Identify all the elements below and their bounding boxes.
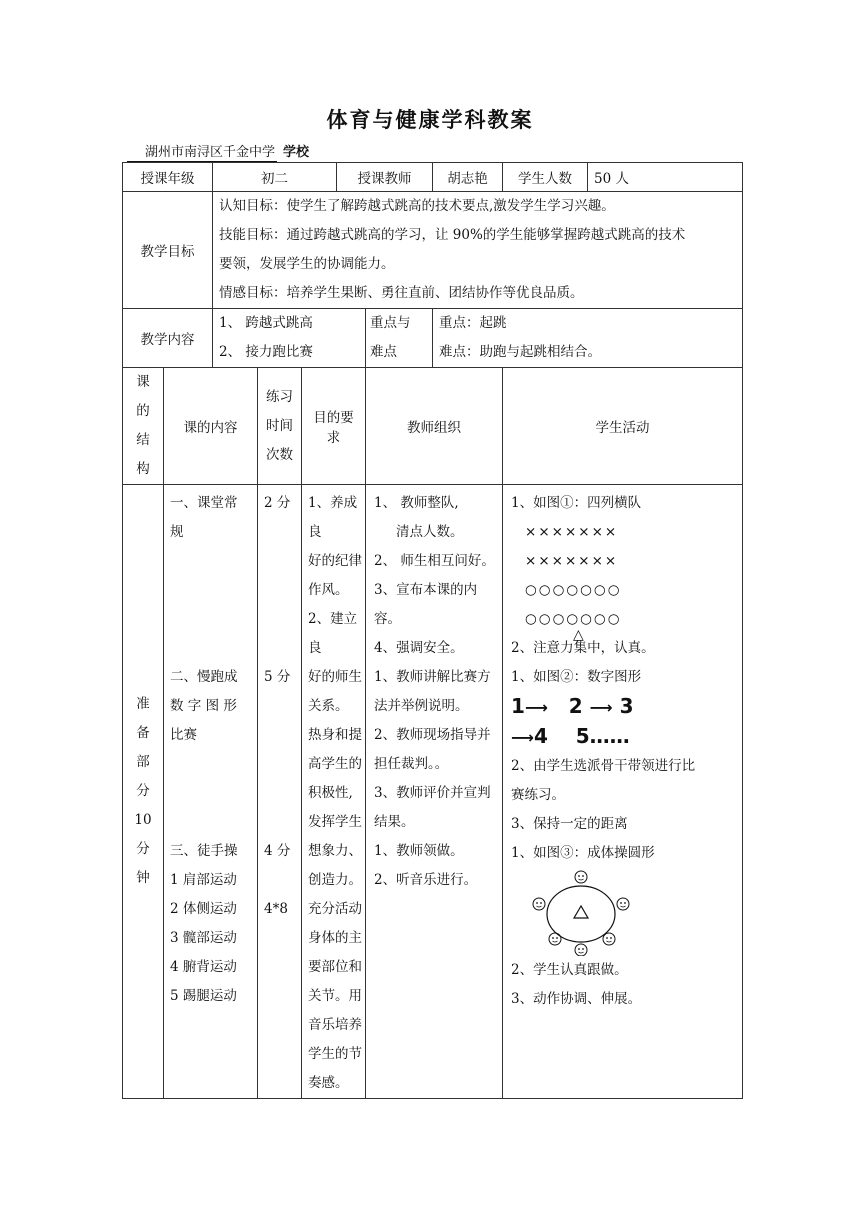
- purpose-line: 好的师生: [308, 669, 362, 685]
- line: 次数: [266, 446, 293, 463]
- objectives-body: [213, 192, 743, 309]
- char: 课: [136, 374, 150, 390]
- smiley-icon: [575, 871, 587, 883]
- teacher-line: 2、 师生相互问好。: [374, 553, 495, 569]
- structure-col-label: [123, 368, 164, 485]
- content-line: 3 髋部运动: [170, 930, 237, 946]
- teacher-line: 3、教师评价并宣判: [374, 785, 491, 801]
- content-line: 4 腑背运动: [170, 959, 237, 975]
- content-label: 教学内容: [123, 309, 213, 368]
- teacher-line: 结果。: [374, 814, 415, 830]
- content-item: 2、 接力跑比赛: [219, 344, 313, 360]
- digit: 2: [568, 694, 583, 718]
- key-label-line1: 重点与: [370, 315, 411, 331]
- content-line: 三、徒手操: [170, 843, 238, 859]
- char: 准: [136, 696, 150, 712]
- char: 的: [136, 403, 150, 419]
- teacher-line: 法并举例说明。: [374, 698, 469, 714]
- purpose-line: 学生的节: [308, 1046, 362, 1062]
- char: 构: [136, 461, 150, 477]
- content-items: [213, 309, 366, 368]
- triangle-icon: [574, 906, 588, 918]
- formation-row-x: ×××××××: [525, 553, 619, 569]
- char: 部: [136, 754, 150, 770]
- school-name: 湖州市南浔区千金中学: [127, 145, 277, 162]
- formation-row-x: ×××××××: [525, 524, 619, 540]
- objective-skill: 技能目标：通过跨越式跳高的学习，让 90%的学生能够掌握跨越式跳高的技术: [219, 227, 686, 243]
- content-line: 规: [170, 524, 184, 540]
- teacher-line: 2、教师现场指导并: [374, 727, 491, 743]
- school-line: [127, 141, 309, 160]
- circle-formation-diagram: [529, 868, 639, 956]
- teacher-line: 1、教师领做。: [374, 843, 464, 859]
- info-row: [123, 163, 743, 192]
- digit: 3: [619, 694, 634, 718]
- student-line: 2、注意力集中，认真。: [511, 640, 655, 656]
- section-content: [164, 485, 258, 1099]
- teacher-col-header: 教师组织: [366, 368, 503, 485]
- teacher-line: 1、 教师整队,: [374, 495, 459, 511]
- section-teacher: [366, 485, 503, 1099]
- grade-label: 授课年级: [123, 163, 213, 192]
- teacher-line: 清点人数。: [396, 524, 464, 540]
- section-purpose: [302, 485, 366, 1099]
- student-line: 2、由学生选派骨干带领进行比: [511, 758, 696, 774]
- document-title: 体育与健康学科教案: [326, 107, 534, 132]
- teacher-line: 1、教师讲解比赛方: [374, 669, 491, 685]
- student-line: 赛练习。: [511, 787, 566, 803]
- purpose-line: 充分活动: [308, 901, 362, 917]
- smiley-icon: [603, 933, 615, 945]
- purpose-line: 奏感。: [308, 1075, 349, 1091]
- char: 分: [136, 783, 150, 799]
- lesson-plan-table: [122, 162, 743, 1099]
- objective-affective: 情感目标：培养学生果断、勇往直前、团结协作等优良品质。: [219, 285, 584, 301]
- time-value: 4 分: [264, 843, 291, 859]
- key-point: 重点：起跳: [439, 315, 507, 331]
- line: 时间: [266, 417, 293, 434]
- content-line: 数 字 图 形: [170, 698, 237, 714]
- purpose-line: 关节。用: [308, 988, 362, 1004]
- arrow-right-icon: ⟶: [524, 698, 548, 717]
- content-item: 1、 跨越式跳高: [219, 315, 313, 331]
- char: 分: [136, 841, 150, 857]
- number-figure: [511, 692, 736, 752]
- objective-cognitive: 认知目标：使学生了解跨越式跳高的技术要点,激发学生学习兴趣。: [219, 198, 615, 214]
- structure-header-row: [123, 368, 743, 485]
- formation-row-o: ○○○○○○○: [525, 611, 622, 627]
- section-label: [123, 485, 164, 1099]
- students-value: 50 人: [588, 163, 743, 192]
- purpose-line: 作风。: [308, 582, 349, 598]
- content-row: [123, 309, 743, 368]
- student-line: 2、学生认真跟做。: [511, 962, 628, 978]
- student-line: 3、动作协调、伸展。: [511, 991, 642, 1007]
- arrow-right-icon: ⟶: [589, 698, 613, 717]
- time-value: 4*8: [264, 901, 288, 917]
- purpose-col-header: 目的要求: [302, 368, 366, 485]
- purpose-line: 热身和提: [308, 727, 362, 743]
- difficulty: 难点：助跑与起跳相结合。: [439, 344, 602, 360]
- teacher-label: 授课教师: [337, 163, 433, 192]
- key-label-line2: 难点: [370, 344, 398, 360]
- content-line: 2 体侧运动: [170, 901, 237, 917]
- key-difficulty-label: [366, 309, 433, 368]
- section-time: [258, 485, 302, 1099]
- school-suffix: 学校: [283, 145, 310, 160]
- content-col-header: 课的内容: [164, 368, 258, 485]
- purpose-line: 要部位和: [308, 959, 362, 975]
- char: 结: [136, 432, 150, 448]
- arrow-right-icon: ⟶: [511, 728, 534, 747]
- circle-formation: [511, 868, 736, 956]
- line: 练习: [266, 388, 293, 405]
- teacher-value: 胡志艳: [433, 163, 503, 192]
- key-difficulty-body: [433, 309, 743, 368]
- purpose-line: 想象力、: [308, 843, 362, 859]
- objective-skill-cont: 要领，发展学生的协调能力。: [219, 256, 395, 272]
- section-student: [503, 485, 743, 1099]
- digit: 1: [511, 694, 525, 718]
- purpose-line: 发挥学生: [308, 814, 362, 830]
- teacher-position: [511, 627, 736, 663]
- smiley-icon: [617, 898, 629, 910]
- student-line: 1、如图①：四列横队: [511, 495, 642, 511]
- digit: 4: [533, 724, 548, 748]
- time-value: 5 分: [264, 669, 291, 685]
- student-line: 1、如图②：数字图形: [511, 669, 642, 685]
- objectives-label: 教学目标: [123, 192, 213, 309]
- smiley-icon: [549, 933, 561, 945]
- teacher-line: 4、强调安全。: [374, 640, 464, 656]
- digit: 5……: [575, 724, 630, 748]
- char: 10: [134, 812, 152, 828]
- formation-row-o: ○○○○○○○: [525, 582, 622, 598]
- purpose-line: 1、养成良: [308, 495, 358, 540]
- content-line: 1 肩部运动: [170, 872, 237, 888]
- purpose-line: 好的纪律: [308, 553, 362, 569]
- student-line: 3、保持一定的距离: [511, 816, 628, 832]
- purpose-line: 高学生的: [308, 756, 362, 772]
- teacher-line: 3、宣布本课的内: [374, 582, 478, 598]
- content-line: 一、课堂常: [170, 495, 238, 511]
- smiley-icon: [575, 944, 587, 956]
- content-line: 5 踢腿运动: [170, 988, 237, 1004]
- purpose-line: 积极性,: [308, 785, 353, 801]
- char: 钟: [136, 870, 150, 886]
- teacher-line: 担任裁判。。: [374, 756, 449, 772]
- purpose-line: 创造力。: [308, 872, 362, 888]
- teacher-line: 容。: [374, 611, 402, 627]
- objectives-row: [123, 192, 743, 309]
- student-line: 1、如图③：成体操圆形: [511, 845, 655, 861]
- time-col-header: [258, 368, 302, 485]
- smiley-icon: [533, 898, 545, 910]
- purpose-line: 关系。: [308, 698, 349, 714]
- teacher-line: 2、听音乐进行。: [374, 872, 478, 888]
- students-label: 学生人数: [503, 163, 588, 192]
- content-line: 比赛: [170, 727, 197, 743]
- triangle-icon: △: [573, 627, 584, 643]
- purpose-line: 音乐培养: [308, 1017, 362, 1033]
- content-line: 二、慢跑成: [170, 669, 238, 685]
- purpose-line: 身体的主: [308, 930, 362, 946]
- purpose-line: 2、建立良: [308, 611, 358, 656]
- time-value: 2 分: [264, 495, 291, 511]
- char: 备: [136, 725, 150, 741]
- student-col-header: 学生活动: [503, 368, 743, 485]
- grade-value: 初二: [213, 163, 337, 192]
- preparation-row: [123, 485, 743, 1099]
